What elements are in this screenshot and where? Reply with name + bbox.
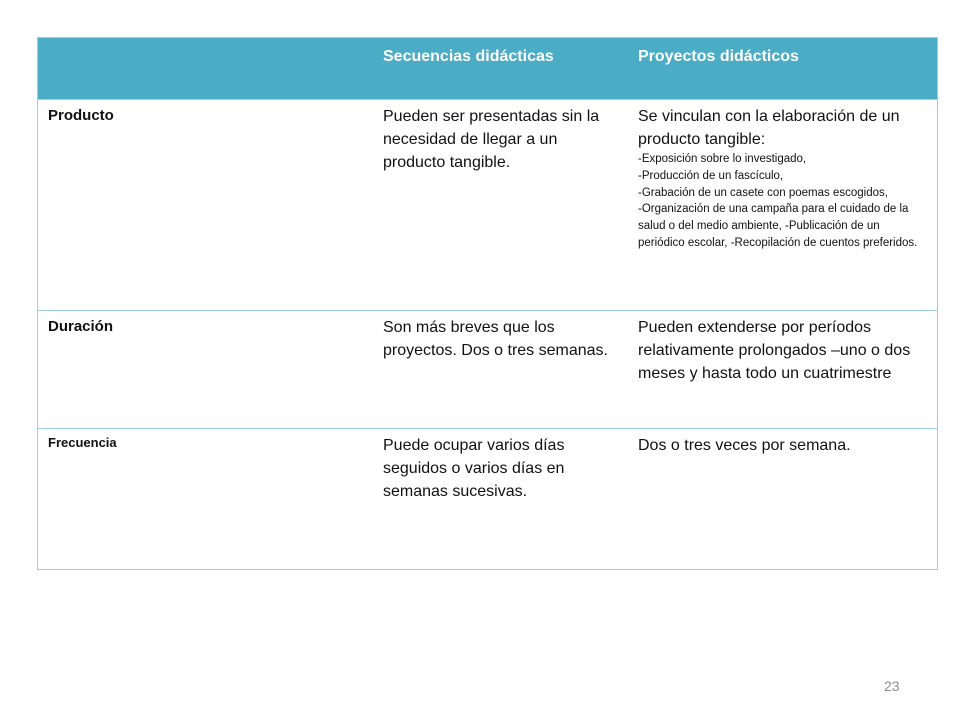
list-item: -Exposición sobre lo investigado,: [638, 153, 807, 165]
header-secuencias: Secuencias didácticas: [383, 48, 554, 65]
row-label-duracion: Duración: [48, 318, 114, 335]
row-label-producto: Producto: [48, 107, 114, 124]
cell-producto-secuencias: Pueden ser presentadas sin la necesidad de llegar a un producto tangible.: [383, 108, 600, 171]
header-cell-empty: [38, 38, 373, 99]
producto-proyectos-intro: Se vinculan con la elaboración de un producto tangible:: [638, 108, 900, 148]
table-row-producto: [38, 99, 937, 310]
row-label-frecuencia: Frecuencia: [48, 435, 117, 450]
list-item: -Producción de un fascículo,: [638, 169, 784, 182]
header-proyectos: Proyectos didácticos: [638, 48, 799, 65]
producto-examples-list: [638, 151, 925, 252]
cell-duracion-proyectos: Pueden extenderse por períodos relativamente prolongados –uno o dos meses y hasta todo un cuatrimestre: [638, 319, 911, 382]
cell-producto-proyectos: [628, 100, 937, 310]
list-item: -Grabación de un casete con poemas escogidos,: [638, 186, 888, 199]
table-row-duracion: [38, 310, 937, 428]
list-item: -Organización de una campaña para el cuidado de la salud o del medio ambiente, -Publicación de un periódico escolar, -Recopilación de cuentos preferidos.: [638, 203, 918, 249]
cell-frecuencia-secuencias: Puede ocupar varios días seguidos o varios días en semanas sucesivas.: [383, 437, 565, 500]
page-number: 23: [884, 678, 900, 694]
cell-duracion-secuencias: Son más breves que los proyectos. Dos o tres semanas.: [383, 319, 608, 359]
table-row-frecuencia: [38, 428, 937, 569]
comparison-table: [37, 37, 938, 570]
table-header-row: [38, 38, 937, 99]
cell-frecuencia-proyectos: Dos o tres veces por semana.: [638, 437, 851, 454]
